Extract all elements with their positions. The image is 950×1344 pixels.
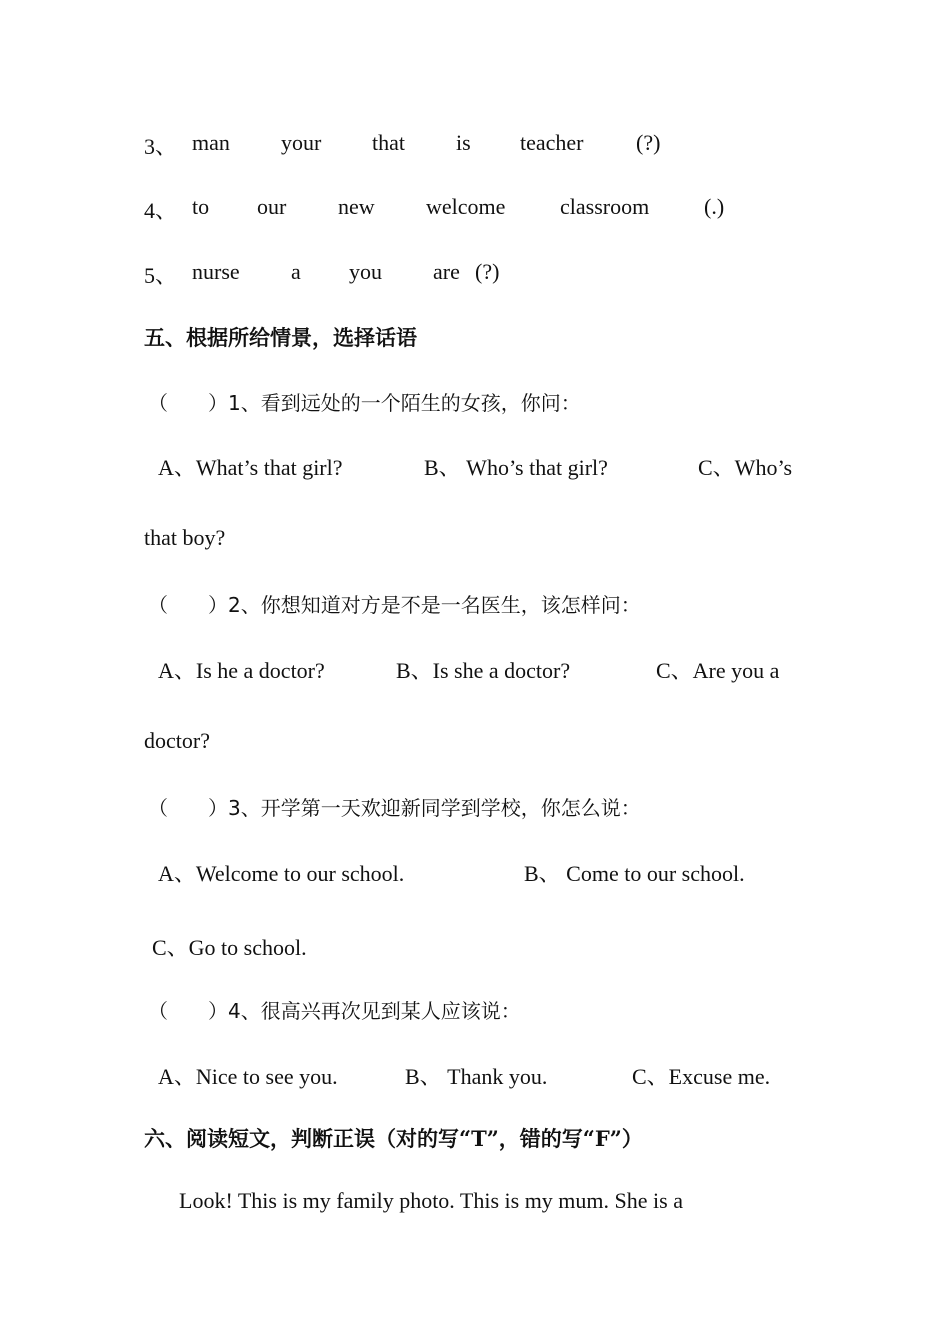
answer-blank[interactable]: （ ） xyxy=(148,796,228,820)
option-c: C、Go to school. xyxy=(152,935,307,960)
word: nurse xyxy=(192,259,240,284)
word: is xyxy=(456,130,471,155)
option-c: C、Who’s xyxy=(698,455,793,480)
section-5-title: 五、根据所给情景，选择话语 xyxy=(144,325,417,350)
word: are xyxy=(433,259,460,284)
section-6-title: 六、阅读短文，判断正误（对的写“T”，错的写“F”） xyxy=(144,1126,643,1151)
item-number: 3、 xyxy=(144,134,178,159)
option-c: C、Are you a xyxy=(656,658,780,683)
word: welcome xyxy=(426,194,506,219)
word: man xyxy=(192,130,230,155)
item-number: 4、 xyxy=(144,198,178,223)
word: you xyxy=(349,259,382,284)
option-b: B、 Come to our school. xyxy=(524,861,745,886)
word: that xyxy=(372,130,405,155)
question-prompt: 4、很高兴再次见到某人应该说： xyxy=(228,999,521,1023)
word: your xyxy=(281,130,322,155)
option-c-continued: that boy? xyxy=(144,525,226,550)
option-b: B、 Who’s that girl? xyxy=(424,455,608,480)
option-b: B、 Thank you. xyxy=(405,1064,548,1089)
question-prompt: 2、你想知道对方是不是一名医生，该怎样问： xyxy=(228,593,641,617)
punctuation: (?) xyxy=(475,259,500,284)
question-prompt: 3、开学第一天欢迎新同学到学校，你怎么说： xyxy=(228,796,641,820)
option-a: A、Nice to see you. xyxy=(158,1064,338,1089)
punctuation: (?) xyxy=(636,130,661,155)
question-prompt: 1、看到远处的一个陌生的女孩，你问： xyxy=(228,391,581,415)
word: a xyxy=(291,259,301,284)
reading-passage: Look! This is my family photo. This is my mum. She is a xyxy=(179,1188,683,1213)
option-b: B、Is she a doctor? xyxy=(396,658,571,683)
word: classroom xyxy=(560,194,650,219)
option-c-continued: doctor? xyxy=(144,728,210,753)
item-number: 5、 xyxy=(144,263,178,288)
word: our xyxy=(257,194,287,219)
option-a: A、Welcome to our school. xyxy=(158,861,405,886)
word: new xyxy=(338,194,375,219)
answer-blank[interactable]: （ ） xyxy=(148,391,228,415)
word: to xyxy=(192,194,210,219)
word: teacher xyxy=(520,130,584,155)
punctuation: (.) xyxy=(704,194,725,219)
answer-blank[interactable]: （ ） xyxy=(148,999,228,1023)
option-a: A、Is he a doctor? xyxy=(158,658,325,683)
option-c: C、Excuse me. xyxy=(632,1064,771,1089)
option-a: A、What’s that girl? xyxy=(158,455,343,480)
answer-blank[interactable]: （ ） xyxy=(148,593,228,617)
